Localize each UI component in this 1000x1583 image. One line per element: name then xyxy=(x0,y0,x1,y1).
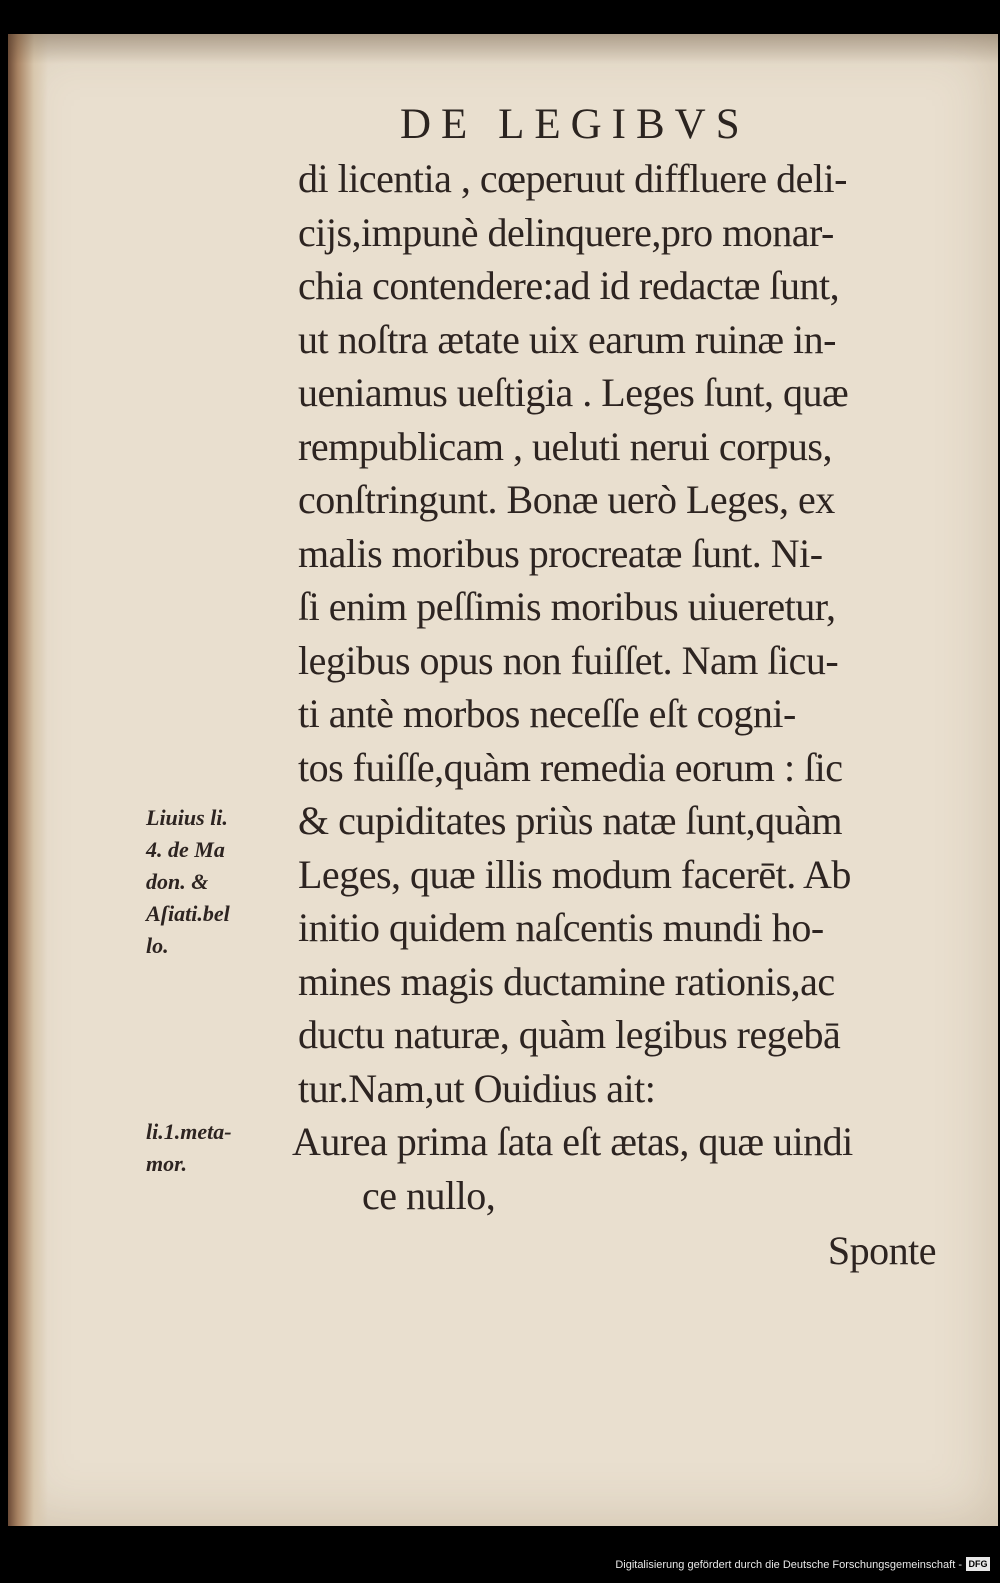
text-line: mines magis ductamine rationis,ac xyxy=(298,958,835,1004)
page-binding-edge xyxy=(8,34,48,1526)
verse-line: Aurea prima ſata eſt ætas, quæ uindi xyxy=(292,1119,853,1164)
text-line: cijs,impunè delinquere,pro monar- xyxy=(298,209,834,255)
marginal-line: Liuius li. xyxy=(146,805,228,830)
text-line: rempublicam , ueluti nerui corpus, xyxy=(298,423,832,469)
marginal-line: li.1.meta- xyxy=(146,1119,232,1144)
verse-line: ce nullo, xyxy=(362,1172,496,1218)
running-head: DE LEGIBVS xyxy=(400,101,750,148)
marginal-line: 4. de Ma xyxy=(146,837,225,862)
text-line: tos fuiſſe,quàm remedia eorum : ſic xyxy=(298,744,843,790)
text-line: chia contendere:ad id redactæ ſunt, xyxy=(298,263,840,308)
digitization-credit: Digitalisierung gefördert durch die Deutsche Forschungsgemeinschaft - xyxy=(615,1559,962,1571)
text-line: & cupiditates priùs natæ ſunt,quàm xyxy=(298,798,843,843)
text-line: ueniamus ueſtigia . Leges ſunt, quæ xyxy=(298,370,849,415)
text-line: initio quidem naſcentis mundi ho- xyxy=(298,905,824,950)
marginal-line: mor. xyxy=(146,1151,187,1176)
text-line: di licentia , cœperuut diffluere deli- xyxy=(298,156,847,201)
text-line: ductu naturæ, quàm legibus regebā xyxy=(298,1012,841,1057)
marginal-note-metamorphoses xyxy=(146,1116,286,1180)
dfg-logo-icon: DFG xyxy=(966,1557,990,1571)
text-line: legibus opus non fuiſſet. Nam ſicu- xyxy=(298,637,839,683)
text-line: Leges, quæ illis modum facerēt. Ab xyxy=(298,851,851,897)
text-line: conſtringunt. Bonæ uerò Leges, ex xyxy=(298,477,835,522)
catchword: Sponte xyxy=(827,1228,936,1273)
marginal-note-livius xyxy=(146,802,286,962)
marginal-line: lo. xyxy=(146,933,169,958)
text-line: ti antè morbos neceſſe eſt cogni- xyxy=(298,691,796,736)
text-line: tur.Nam,ut Ouidius ait: xyxy=(298,1065,656,1111)
page-top-shadow xyxy=(8,34,998,64)
marginal-line: Aſiati.bel xyxy=(146,901,230,926)
text-line: malis moribus procreatæ ſunt. Ni- xyxy=(298,530,823,576)
text-line: ut noſtra ætate uix earum ruinæ in- xyxy=(298,316,836,362)
marginal-line: don. & xyxy=(146,869,209,894)
main-text-block xyxy=(292,152,948,1278)
text-line: ſi enim peſſimis moribus uiueretur, xyxy=(298,584,836,629)
